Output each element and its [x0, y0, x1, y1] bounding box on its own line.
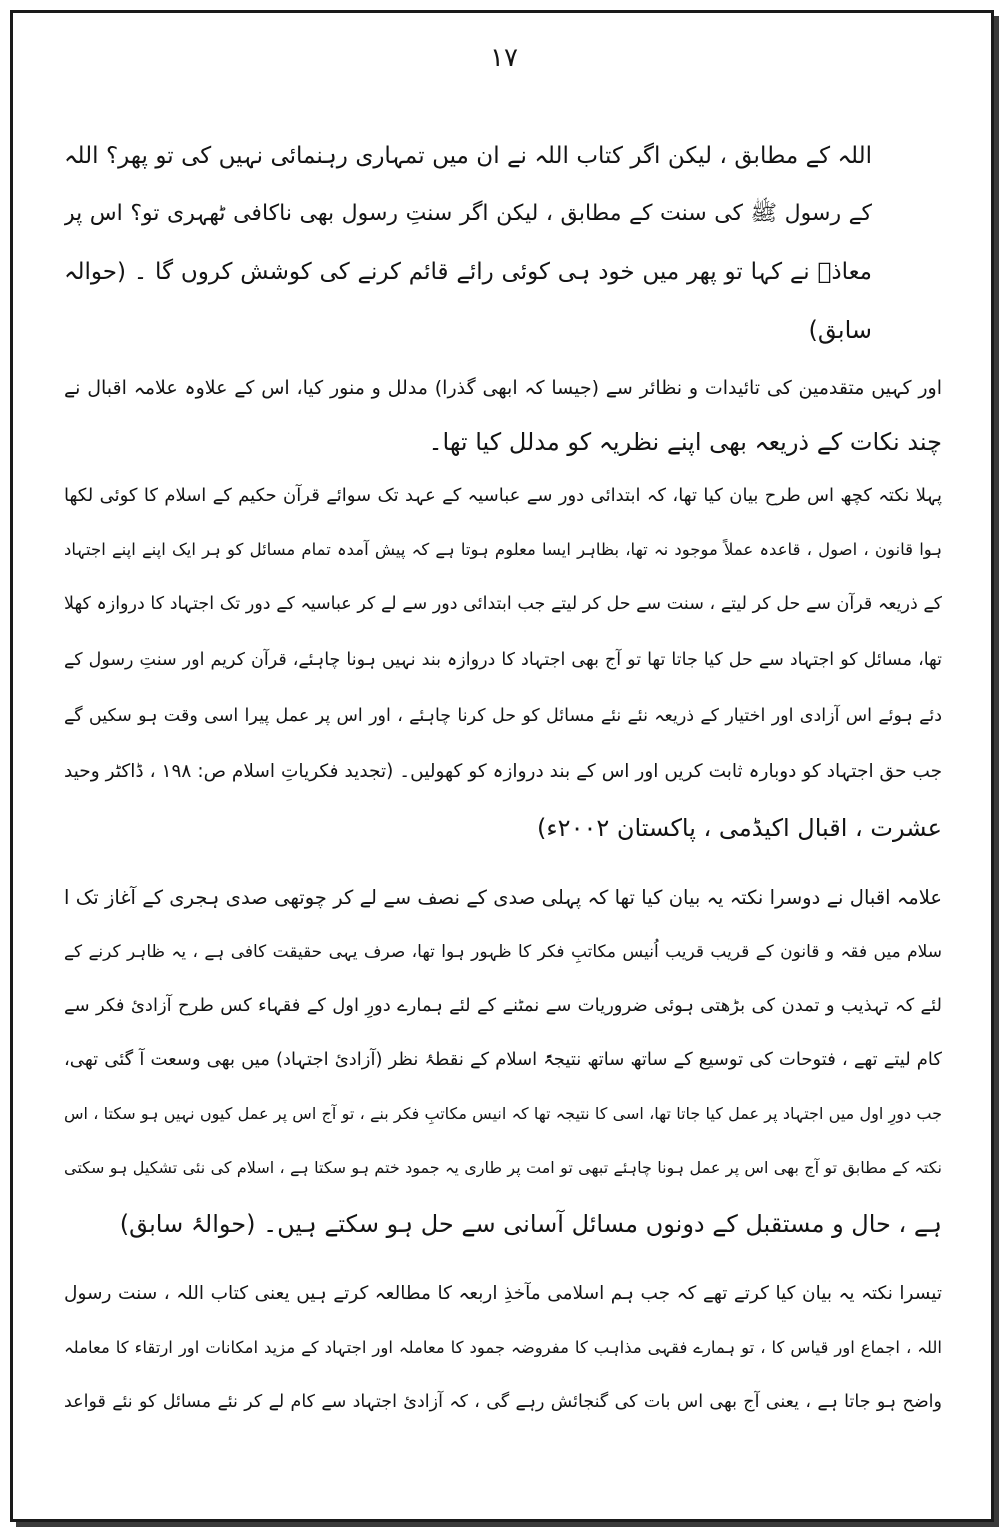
paragraph-line: عشرت ، اقبال اکیڈمی ، پاکستان ۲۰۰۲ء): [537, 814, 942, 842]
page-shadow-right: [994, 16, 999, 1526]
quote-line: کے رسول ﷺ کی سنت کے مطابق ، لیکن اگر سنتِ رسول بھی ناکافی ٹھہری تو؟ اس پر: [64, 201, 872, 226]
paragraph-line: لئے کہ تہذیب و تمدن کی بڑھتی ہوئی ضروریات سے نمٹنے کے لئے ہمارے دورِ اول کے فقہاء کس طرح آزادیٔ فکر سے: [64, 995, 942, 1016]
quote-line: معاذؓ نے کہا تو پھر میں خود ہی کوئی رائے قائم کرنے کی کوشش کروں گا ۔ (حوالہ: [64, 259, 872, 285]
paragraph-line: ہوا قانون ، اصول ، قاعدہ عملاً موجود نہ تھا، بظاہر ایسا معلوم ہوتا ہے کہ پیش آمدہ تمام مسائل کو ہر ایک اپنے اپنے اجتہاد: [64, 540, 942, 559]
paragraph-line: واضح ہو جاتا ہے ، یعنی آج بھی اس بات کی گنجائش رہے گی ، کہ آزادیٔ اجتہاد سے کام لے کر نئے مسائل کو نئے قواعد: [64, 1392, 942, 1412]
paragraph-line: نکتہ کے مطابق تو آج بھی اس پر عمل ہونا چاہئے تبھی تو امت پر طاری یہ جمود ختم ہو سکتا ہے ، اسلام کی نئی تشکیل ہو سکتی: [64, 1158, 942, 1177]
paragraph-line: کام لیتے تھے ، فتوحات کی توسیع کے ساتھ ساتھ نتیجۃً اسلام کے نقطۂ نظر (آزادیٔ اجتہاد) میں بھی وسعت آ گئی تھی،: [64, 1049, 942, 1070]
paragraph-line: کے ذریعہ قرآن سے حل کر لیتے ، سنت سے حل کر لیتے جب ابتدائی دور سے لے کر عباسیہ کے دور تک اجتہاد کا دروازہ کھلا: [64, 594, 942, 614]
paragraph-line: دئے ہوئے اس آزادی اور اختیار کے ذریعہ نئے نئے مسائل کو حل کرنا چاہئے ، اور اس پر عمل پیرا اسی وقت ہو سکیں گے: [64, 706, 942, 726]
paragraph-line: اللہ ، اجماع اور قیاس کا ، تو ہمارے فقہی مذاہب کا مفروضہ جمود کا معاملہ اور اجتہاد کے مزید امکانات اور ارتقاء کا معاملہ: [64, 1338, 942, 1357]
quote-line: اللہ کے مطابق ، لیکن اگر کتاب اللہ نے ان میں تمہاری رہنمائی نہیں کی تو پھر؟ اللہ: [64, 143, 872, 169]
paragraph-line: ہے ، حال و مستقبل کے دونوں مسائل آسانی سے حل ہو سکتے ہیں۔ (حوالۂ سابق): [119, 1210, 942, 1238]
paragraph-line: پہلا نکتہ کچھ اس طرح بیان کیا تھا، کہ ابتدائی دور سے عباسیہ کے عہد تک سوائے قرآن حکیم کے اسلام کا کوئی لکھا: [64, 485, 942, 506]
paragraph-line: سلام میں فقہ و قانون کے قریب قریب اُنیس مکاتبِ فکر کا ظہور ہوا تھا، صرف یہی حقیقت کافی ہے ، یہ ظاہر کرنے کے: [64, 942, 942, 962]
paragraph-line: تیسرا نکتہ یہ بیان کیا کرتے تھے کہ جب ہم اسلامی مآخذِ اربعہ کا مطالعہ کرتے ہیں یعنی کتاب اللہ ، سنت رسول: [64, 1283, 942, 1304]
page-number: ۱۷: [490, 43, 518, 73]
page-shadow-bottom: [16, 1522, 999, 1527]
paragraph-line: علامہ اقبال نے دوسرا نکتہ یہ بیان کیا تھا کہ پہلی صدی کے نصف سے لے کر چوتھی صدی ہجری کے آغاز تک ا: [64, 886, 942, 909]
paragraph-line: جب حق اجتہاد کو دوبارہ ثابت کریں اور اس کے بند دروازہ کو کھولیں۔ (تجدید فکریاتِ اسلام ص: ۱۹۸ ، ڈاکٹر وحید: [64, 761, 942, 782]
quote-line: سابق): [808, 316, 872, 344]
paragraph-line: جب دورِ اول میں اجتہاد پر عمل کیا جاتا تھا، اسی کا نتیجہ تھا کہ انیس مکاتبِ فکر بنے ، تو آج اس پر عمل کیوں نہیں ہو سکتا ، اس: [64, 1104, 942, 1123]
paragraph-line: اور کہیں متقدمین کی تائیدات و نظائر سے (جیسا کہ ابھی گذرا) مدلل و منور کیا، اس کے علاوہ علامہ اقبال نے: [64, 377, 942, 399]
paragraph-line: چند نکات کے ذریعہ بھی اپنے نظریہ کو مدلل کیا تھا۔: [428, 428, 942, 456]
paragraph-line: تھا، مسائل کو اجتہاد سے حل کیا جاتا تھا تو آج بھی اجتہاد کا دروازہ بند نہیں ہونا چاہئے، قرآن کریم اور سنتِ رسول کے: [64, 650, 942, 670]
